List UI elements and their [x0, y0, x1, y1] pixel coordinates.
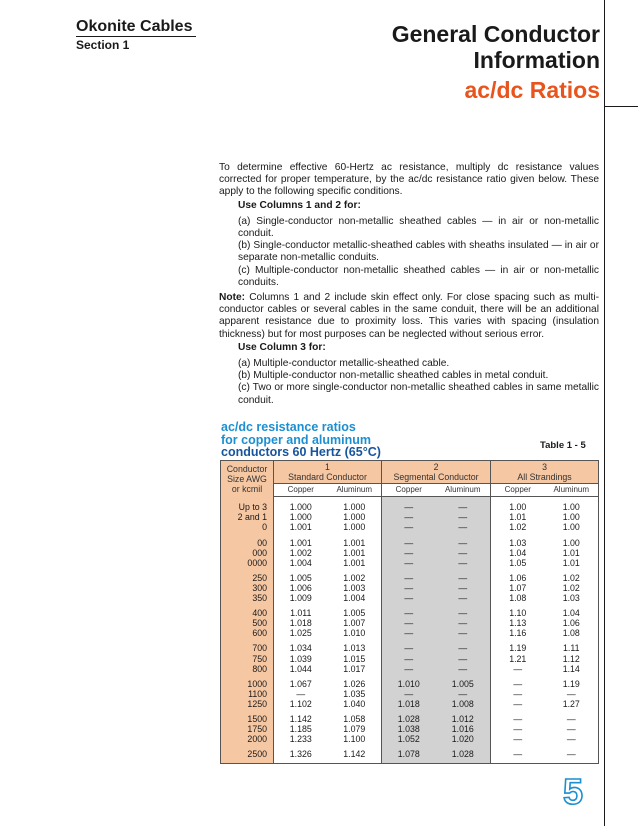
cell-seg-aluminum: 1.005	[436, 674, 491, 689]
cell-seg-copper: —	[382, 618, 436, 628]
cell-std-aluminum: 1.003	[328, 583, 382, 593]
cell-seg-aluminum: —	[436, 533, 491, 548]
size-header-line3: or kcmil	[231, 483, 263, 494]
cell-seg-aluminum: —	[436, 654, 491, 664]
note-label: Note:	[219, 292, 246, 304]
table-body	[221, 497, 599, 764]
table-row	[221, 628, 599, 638]
table-row	[221, 522, 599, 532]
cell-size: 0	[221, 522, 274, 532]
cell-seg-copper: 1.052	[382, 734, 436, 744]
use3-item-b: (b) Multiple-conductor non-metallic sheathed cables in metal conduit.	[238, 370, 549, 382]
cell-all-copper: 1.13	[491, 618, 545, 628]
table-row	[221, 593, 599, 603]
cell-seg-copper: —	[382, 522, 436, 532]
table-row	[221, 664, 599, 674]
column-3-number: 3	[542, 462, 547, 472]
cell-all-copper: 1.00	[491, 497, 545, 513]
cell-all-copper: —	[491, 734, 545, 744]
cell-seg-copper: —	[382, 568, 436, 583]
table-row	[221, 744, 599, 764]
cell-all-copper: 1.19	[491, 638, 545, 653]
cell-all-copper: 1.16	[491, 628, 545, 638]
column-1-label: Standard Conductor	[288, 472, 367, 483]
cell-seg-aluminum: —	[436, 664, 491, 674]
cell-seg-copper: —	[382, 497, 436, 513]
cell-std-copper: 1.000	[274, 497, 328, 513]
cell-std-aluminum: 1.001	[328, 548, 382, 558]
size-header-line2: Size AWG	[227, 473, 267, 484]
cell-std-aluminum: 1.017	[328, 664, 382, 674]
cell-size: 250	[221, 568, 274, 583]
table-title-temperature: (65°C)	[344, 445, 381, 459]
cell-seg-aluminum: 1.020	[436, 734, 491, 744]
page-number: 5	[563, 771, 584, 812]
cell-std-aluminum: 1.040	[328, 699, 382, 709]
cell-all-aluminum: 1.01	[545, 558, 599, 568]
use12-item-b: (b) Single-conductor metallic-sheathed cables with sheaths insulated — in air or separate non-metallic conduits.	[238, 240, 599, 264]
cell-std-aluminum: 1.007	[328, 618, 382, 628]
table-row	[221, 654, 599, 664]
cell-std-copper: 1.009	[274, 593, 328, 603]
cell-seg-copper: 1.028	[382, 709, 436, 724]
cell-size: 350	[221, 593, 274, 603]
cell-seg-aluminum: —	[436, 548, 491, 558]
cell-all-copper: 1.08	[491, 593, 545, 603]
cell-std-copper: 1.018	[274, 618, 328, 628]
page-title-line2: Information	[473, 47, 600, 73]
cell-all-aluminum: —	[545, 734, 599, 744]
column-3-label: All Strandings	[517, 472, 572, 483]
cell-std-copper: 1.006	[274, 583, 328, 593]
cell-seg-aluminum: —	[436, 558, 491, 568]
cell-std-aluminum: 1.058	[328, 709, 382, 724]
cell-seg-aluminum: 1.016	[436, 724, 491, 734]
cell-std-copper: 1.011	[274, 603, 328, 618]
cell-size: 00	[221, 533, 274, 548]
cell-seg-copper: —	[382, 593, 436, 603]
cell-size: 750	[221, 654, 274, 664]
cell-std-copper: 1.039	[274, 654, 328, 664]
cell-seg-copper: —	[382, 512, 436, 522]
cell-size: 2500	[221, 744, 274, 764]
cell-std-copper: 1.067	[274, 674, 328, 689]
cell-std-aluminum: 1.001	[328, 558, 382, 568]
note-text: Columns 1 and 2 include skin effect only. For close spacing such as multi-conductor cables or several cables in the same conduit, there will be an additional apparent resistance due to proximity loss. This varies with spacing (insulation thickness) but for most purposes can be neglected without serious error.	[219, 292, 599, 340]
cell-std-aluminum: 1.079	[328, 724, 382, 734]
section-label: Section 1	[76, 38, 130, 52]
cell-all-aluminum: 1.19	[545, 674, 599, 689]
table-row	[221, 558, 599, 568]
cell-all-copper: —	[491, 664, 545, 674]
cell-std-copper: 1.005	[274, 568, 328, 583]
cell-seg-aluminum: —	[436, 568, 491, 583]
cell-all-copper: 1.02	[491, 522, 545, 532]
cell-seg-copper: —	[382, 628, 436, 638]
note-paragraph	[219, 292, 599, 341]
cell-std-copper: 1.004	[274, 558, 328, 568]
cell-size: 800	[221, 664, 274, 674]
cell-all-aluminum: 1.12	[545, 654, 599, 664]
cell-seg-copper: 1.018	[382, 699, 436, 709]
page-title-line1: General Conductor	[391, 21, 600, 47]
cell-std-copper: 1.001	[274, 533, 328, 548]
cell-size: 400	[221, 603, 274, 618]
cell-std-copper: 1.142	[274, 709, 328, 724]
cell-std-aluminum: 1.001	[328, 533, 382, 548]
table-row	[221, 734, 599, 744]
cell-all-aluminum: 1.08	[545, 628, 599, 638]
cell-seg-aluminum: 1.012	[436, 709, 491, 724]
subheader-copper-3: Copper	[491, 484, 545, 497]
table-row	[221, 497, 599, 513]
cell-all-aluminum: 1.01	[545, 548, 599, 558]
cell-seg-copper: —	[382, 533, 436, 548]
cell-all-copper: 1.21	[491, 654, 545, 664]
cell-all-copper: 1.01	[491, 512, 545, 522]
cell-seg-aluminum: —	[436, 522, 491, 532]
cell-std-copper: 1.025	[274, 628, 328, 638]
table-row	[221, 568, 599, 583]
intro-paragraph: To determine effective 60-Hertz ac resistance, multiply dc resistance values corrected for proper temperature, by the ac/dc resistance ratio given below. These apply to the following specific conditions.	[219, 162, 599, 198]
table-row	[221, 689, 599, 699]
table-title-line3	[221, 446, 421, 459]
cell-seg-copper: —	[382, 638, 436, 653]
cell-std-aluminum: 1.010	[328, 628, 382, 638]
cell-std-aluminum: 1.100	[328, 734, 382, 744]
cell-seg-copper: —	[382, 654, 436, 664]
subheader-copper-1: Copper	[274, 484, 328, 497]
table-title	[221, 421, 421, 459]
table-row	[221, 638, 599, 653]
cell-all-copper: —	[491, 724, 545, 734]
table-title-prefix: conductors 60 Hertz	[221, 445, 345, 459]
cell-seg-aluminum: —	[436, 689, 491, 699]
page-title	[392, 21, 600, 73]
use3-item-c: (c) Two or more single-conductor non-metallic sheathed cables in same metallic conduit.	[238, 382, 599, 406]
column-2-label: Segmental Conductor	[393, 472, 479, 483]
cell-all-copper: 1.06	[491, 568, 545, 583]
cell-all-aluminum: 1.02	[545, 583, 599, 593]
cell-std-copper: 1.002	[274, 548, 328, 558]
size-header	[221, 461, 274, 497]
cell-all-copper: 1.07	[491, 583, 545, 593]
cell-size: 000	[221, 548, 274, 558]
cell-all-aluminum: 1.00	[545, 533, 599, 548]
cell-all-copper: —	[491, 674, 545, 689]
cell-seg-copper: —	[382, 689, 436, 699]
cell-all-copper: —	[491, 689, 545, 699]
table-row	[221, 603, 599, 618]
cell-std-copper: 1.044	[274, 664, 328, 674]
use-column-3-heading: Use Column 3 for:	[238, 341, 326, 353]
use12-item-a: (a) Single-conductor non-metallic sheathed cables — in air or non-metallic conduit.	[238, 215, 599, 240]
cell-all-copper: 1.10	[491, 603, 545, 618]
cell-std-aluminum: 1.013	[328, 638, 382, 653]
cell-std-aluminum: 1.015	[328, 654, 382, 664]
cell-seg-aluminum: —	[436, 618, 491, 628]
cell-seg-aluminum: 1.008	[436, 699, 491, 709]
cell-seg-copper: 1.010	[382, 674, 436, 689]
cell-size: 500	[221, 618, 274, 628]
cell-seg-aluminum: —	[436, 628, 491, 638]
table-number: Table 1 - 5	[540, 440, 586, 451]
cell-all-copper: —	[491, 709, 545, 724]
cell-all-copper: 1.03	[491, 533, 545, 548]
cell-std-copper: 1.326	[274, 744, 328, 764]
table-row	[221, 548, 599, 558]
table-row	[221, 709, 599, 724]
use3-item-a: (a) Multiple-conductor metallic-sheathed cable.	[238, 358, 450, 370]
cell-seg-aluminum: —	[436, 638, 491, 653]
cell-all-aluminum: 1.02	[545, 568, 599, 583]
table-title-line2: for copper and aluminum	[221, 432, 372, 447]
cell-size: 1500	[221, 709, 274, 724]
subheader-copper-2: Copper	[382, 484, 436, 497]
cell-size: 700	[221, 638, 274, 653]
cell-seg-copper: —	[382, 558, 436, 568]
cell-all-aluminum: —	[545, 709, 599, 724]
cell-all-copper: —	[491, 744, 545, 764]
cell-all-aluminum: 1.00	[545, 497, 599, 513]
cell-std-aluminum: 1.142	[328, 744, 382, 764]
table-row	[221, 724, 599, 734]
table-row	[221, 583, 599, 593]
cell-all-aluminum: —	[545, 744, 599, 764]
cell-all-aluminum: —	[545, 724, 599, 734]
cell-size: 1250	[221, 699, 274, 709]
size-header-line1: Conductor	[226, 463, 268, 474]
cell-seg-aluminum: —	[436, 497, 491, 513]
cell-all-aluminum: 1.11	[545, 638, 599, 653]
cell-std-aluminum: 1.026	[328, 674, 382, 689]
cell-std-aluminum: 1.000	[328, 497, 382, 513]
brand-name: Okonite Cables	[76, 18, 196, 37]
cell-all-aluminum: 1.00	[545, 522, 599, 532]
use12-item-c: (c) Multiple-conductor non-metallic sheathed cables — in air or non-metallic conduits.	[238, 264, 599, 288]
cell-all-aluminum: 1.27	[545, 699, 599, 709]
cell-seg-aluminum: —	[436, 512, 491, 522]
body-text	[219, 162, 599, 407]
cell-all-copper: 1.04	[491, 548, 545, 558]
subheader-aluminum-3: Aluminum	[545, 484, 599, 497]
cell-seg-copper: —	[382, 548, 436, 558]
use-columns-1-2-heading: Use Columns 1 and 2 for:	[238, 199, 361, 211]
table-title-line1: ac/dc resistance ratios	[221, 420, 356, 434]
cell-seg-copper: 1.078	[382, 744, 436, 764]
cell-all-aluminum: 1.06	[545, 618, 599, 628]
cell-size: 1100	[221, 689, 274, 699]
cell-all-aluminum: —	[545, 689, 599, 699]
table-row	[221, 618, 599, 628]
cell-size: 600	[221, 628, 274, 638]
table-row	[221, 699, 599, 709]
cell-all-aluminum: 1.03	[545, 593, 599, 603]
cell-std-copper: 1.034	[274, 638, 328, 653]
table-row	[221, 674, 599, 689]
cell-size: 1750	[221, 724, 274, 734]
cell-all-copper: 1.05	[491, 558, 545, 568]
cell-std-copper: 1.102	[274, 699, 328, 709]
column-1-number: 1	[325, 462, 330, 472]
cell-seg-aluminum: —	[436, 603, 491, 618]
cell-all-aluminum: 1.04	[545, 603, 599, 618]
cell-std-copper: 1.185	[274, 724, 328, 734]
cell-size: 0000	[221, 558, 274, 568]
cell-std-aluminum: 1.004	[328, 593, 382, 603]
cell-std-copper: 1.001	[274, 522, 328, 532]
column-3-header	[491, 461, 599, 484]
cell-all-aluminum: 1.14	[545, 664, 599, 674]
column-2-number: 2	[433, 462, 439, 472]
cell-seg-aluminum: 1.028	[436, 744, 491, 764]
cell-std-aluminum: 1.035	[328, 689, 382, 699]
table-row	[221, 512, 599, 522]
column-2-header	[382, 461, 491, 484]
cell-std-aluminum: 1.000	[328, 522, 382, 532]
margin-rule-horizontal	[604, 106, 638, 107]
table-row	[221, 533, 599, 548]
cell-seg-copper: —	[382, 664, 436, 674]
cell-seg-copper: —	[382, 583, 436, 593]
cell-size: 300	[221, 583, 274, 593]
cell-all-copper: —	[491, 699, 545, 709]
cell-std-copper: 1.233	[274, 734, 328, 744]
subheader-aluminum-1: Aluminum	[328, 484, 382, 497]
cell-std-aluminum: 1.000	[328, 512, 382, 522]
cell-size: Up to 3	[221, 497, 274, 513]
cell-size: 2000	[221, 734, 274, 744]
cell-std-copper: —	[274, 689, 328, 699]
cell-std-aluminum: 1.005	[328, 603, 382, 618]
cell-size: 1000	[221, 674, 274, 689]
margin-rule-vertical	[604, 0, 605, 826]
cell-std-aluminum: 1.002	[328, 568, 382, 583]
cell-seg-copper: —	[382, 603, 436, 618]
cell-std-copper: 1.000	[274, 512, 328, 522]
cell-seg-copper: 1.038	[382, 724, 436, 734]
cell-seg-aluminum: —	[436, 593, 491, 603]
cell-seg-aluminum: —	[436, 583, 491, 593]
cell-all-aluminum: 1.00	[545, 512, 599, 522]
page-subtitle: ac/dc Ratios	[464, 77, 600, 103]
column-1-header	[274, 461, 382, 484]
subheader-aluminum-2: Aluminum	[436, 484, 491, 497]
cell-size: 2 and 1	[221, 512, 274, 522]
ac-dc-ratio-table	[220, 460, 599, 764]
